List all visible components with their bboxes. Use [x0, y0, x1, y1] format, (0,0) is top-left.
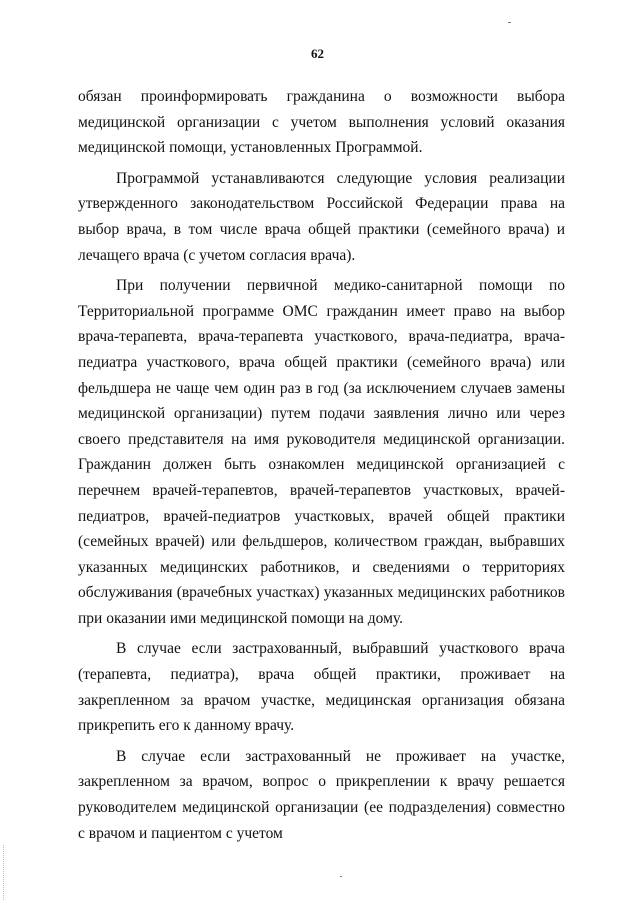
page-number: 62 — [311, 46, 324, 61]
paragraph-primary-care-choice: При получении первичной медико-санитарной помощи по Территориальной программе ОМС гражданин имеет право на выбор врача-терапевта, врача-терапевта участкового, врача-педиатра, врача-педиатра участкового, врача общей практики (семейного врача) или фельдшера не чаще чем один раз в год (за исключением случаев замены медицинской организации) путем подачи заявления лично или через своего представителя на имя руководителя медицинской организации. Гражданин должен быть ознакомлен медицинской организацией с перечнем врачей-терапевтов, врачей-терапевтов участковых, врачей-педиатров, врачей-педиатров участковых, врачей общей практики (семейных врачей) или фельдшеров, количеством граждан, выбравших указанных медицинских работников, и сведениями о территориях обслуживания (врачебных участках) указанных медицинских работников при оказании ими медицинской помощи на дому. — [78, 277, 565, 627]
scan-speck-top — [508, 22, 511, 23]
scan-speck-bottom — [340, 876, 342, 877]
paragraph-attachment-nonresident: В случае если застрахованный не проживает на участке, закрепленном за врачом, вопрос о прикреплении к врачу решается руководителем медицинской организации (ее подразделения) совместно с врачом и пациентом с учетом — [78, 747, 565, 842]
paragraph-program-conditions: Программой устанавливаются следующие условия реализации утвержденного законодательством Российской Федерации права на выбор врача, в том числе врача общей практики (семейного врача) и лечащего врача (с учетом согласия врача). — [78, 169, 565, 264]
paragraph-continuation: обязан проинформировать гражданина о возможности выбора медицинской организации с учетом выполнения условий оказания медицинской помощи, установленных Программой. — [78, 88, 565, 157]
paragraph-attachment-resident: В случае если застрахованный, выбравший участкового врача (терапевта, педиатра), врача общей практики, проживает на закрепленном за врачом участке, медицинская организация обязана прикрепить его к данному врачу. — [78, 640, 565, 735]
document-body — [78, 84, 565, 846]
scan-edge-marks — [3, 845, 5, 900]
